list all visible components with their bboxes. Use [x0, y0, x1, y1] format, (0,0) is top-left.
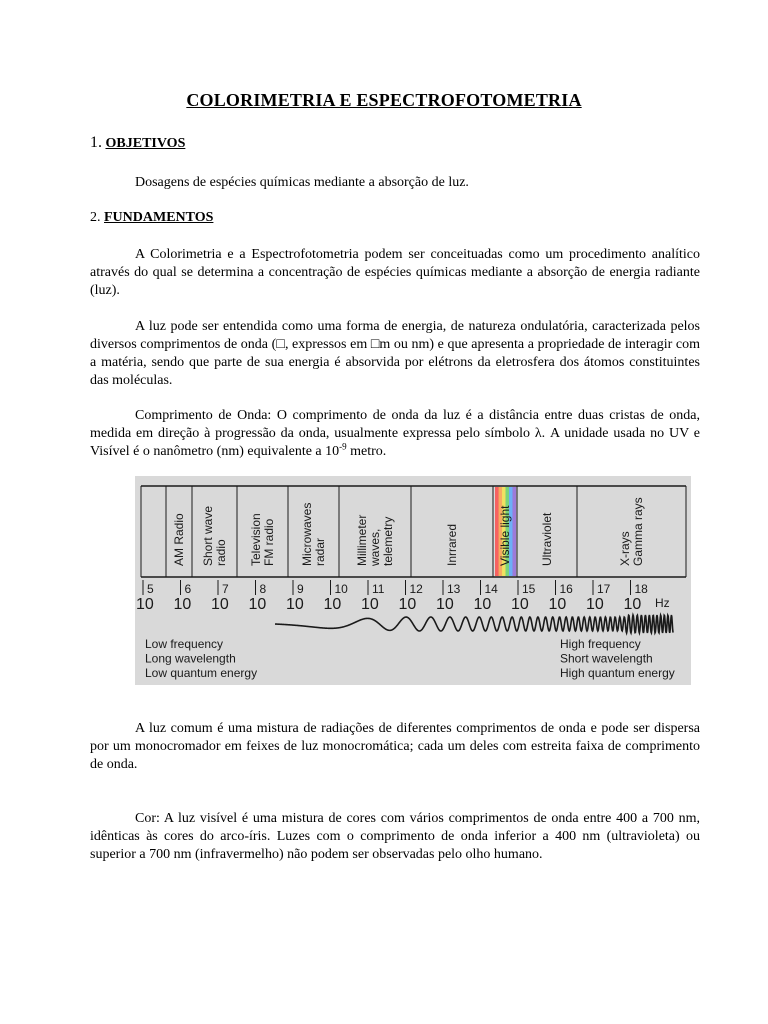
base-label: 10 — [248, 596, 267, 613]
left-label: Low frequency — [145, 637, 224, 651]
band-label: telemetry — [381, 516, 395, 566]
paragraph-luz-comum: A luz comum é uma mistura de radiações de diferentes comprimentos de onda e pode ser dispersa por um monocromador em feixes de luz monocromática; cada um deles com estreita faixa de comprimento de onda. — [90, 721, 700, 772]
band-label: X-rays — [618, 531, 632, 566]
band-label: FM radio — [262, 518, 276, 566]
section-number: 1. — [90, 134, 102, 151]
objetivos-text: Dosagens de espécies químicas mediante a absorção de luz. — [135, 175, 469, 190]
base-label: 10 — [136, 596, 154, 613]
base-label: 10 — [586, 596, 604, 613]
base-label: 10 — [323, 596, 342, 613]
section-number: 2. — [90, 210, 101, 225]
exponent-label: 14 — [484, 582, 498, 596]
visible-spectrum-stripe — [513, 487, 517, 576]
base-label: 10 — [548, 596, 567, 613]
band-label: AM Radio — [172, 513, 186, 566]
band-label: Ultraviolet — [540, 512, 554, 566]
band-label: Millimeter — [355, 514, 369, 566]
exponent-label: 13 — [447, 582, 461, 596]
base-label: 10 — [436, 596, 454, 613]
paragraph-colorimetria: A Colorimetria e a Espectrofotometria podem ser conceituadas como um procedimento analítico através do qual se determina a concentração de espécies químicas mediante a absorção de energia radiante (luz). — [90, 247, 700, 298]
exponent-label: 15 — [522, 582, 536, 596]
base-label: 10 — [211, 596, 229, 613]
section-heading-objetivos — [90, 134, 185, 152]
exponent-label: 11 — [372, 582, 385, 596]
exponent-label: 6 — [184, 582, 192, 596]
band-label: Visible light — [498, 505, 512, 566]
paragraph-cor: Cor: A luz visível é uma mistura de cores com vários comprimentos de onda entre 400 a 700 nm, idênticas às cores do arco-íris. Luzes com o comprimento de onda inferior a 400 nm (ultravioleta) ou superior a 700 nm (infravermelho) não podem ser observadas pelo olho humano. — [90, 811, 700, 862]
exponent-label: 9 — [297, 582, 304, 596]
section-label: FUNDAMENTOS — [104, 210, 214, 225]
exponent-label: 5 — [147, 582, 154, 596]
left-label: Long wavelength — [145, 651, 236, 666]
paragraph-comprimento-onda — [90, 407, 700, 461]
base-label: 10 — [398, 596, 417, 613]
base-label: 10 — [473, 596, 492, 613]
band-label: radar — [313, 537, 327, 566]
band-label: Microwaves — [300, 502, 314, 566]
band-label: Inrrared — [445, 523, 459, 566]
paragraph-text-end: metro. — [346, 444, 387, 459]
base-label: 10 — [511, 596, 529, 613]
unit-label: Hz — [655, 596, 670, 610]
exponent-label: 7 — [222, 582, 229, 596]
exponent-label: 8 — [259, 582, 267, 596]
exponent: -9 — [339, 441, 347, 452]
base-label: 10 — [286, 596, 304, 613]
band-label: Television — [249, 513, 263, 566]
section-label: OBJETIVOS — [105, 136, 186, 151]
section-heading-fundamentos — [90, 210, 213, 226]
paragraph-luz: A luz pode ser entendida como uma forma de energia, de natureza ondulatória, caracterizada pelos diversos comprimentos de onda (□, expressos em □m ou nm) e que apresenta a propriedade de interagir com a matéria, sendo que parte de sua energia é absorvida por elétrons da eletrosfera dos átomos constituintes das moléculas. — [90, 319, 700, 388]
band-label: Short wave — [201, 505, 215, 566]
base-label: 10 — [623, 596, 642, 613]
left-label: Low quantum energy — [145, 666, 258, 680]
electromagnetic-spectrum-figure — [135, 476, 691, 685]
band-label: radio — [214, 539, 228, 566]
base-label: 10 — [361, 596, 379, 613]
page-title: COLORIMETRIA E ESPECTROFOTOMETRIA — [186, 90, 582, 110]
right-label: High quantum energy — [560, 666, 675, 680]
right-label: Short wavelength — [560, 651, 653, 666]
right-label: High frequency — [560, 637, 641, 651]
exponent-label: 16 — [559, 582, 573, 596]
exponent-label: 18 — [634, 582, 648, 596]
band-label: Gamma rays — [631, 497, 645, 566]
exponent-label: 10 — [334, 582, 348, 596]
exponent-label: 17 — [597, 582, 611, 596]
paragraph-text: Comprimento de Onda: O comprimento de onda da luz é a distância entre duas cristas de onda, medida em direção à progressão da onda, usualmente expressa pelo símbolo λ. A unidade usada no UV e Visível é o nanômetro (nm) equivalente a 10 — [90, 408, 700, 459]
base-label: 10 — [173, 596, 192, 613]
exponent-label: 12 — [409, 582, 423, 596]
band-label: waves, — [368, 528, 382, 566]
